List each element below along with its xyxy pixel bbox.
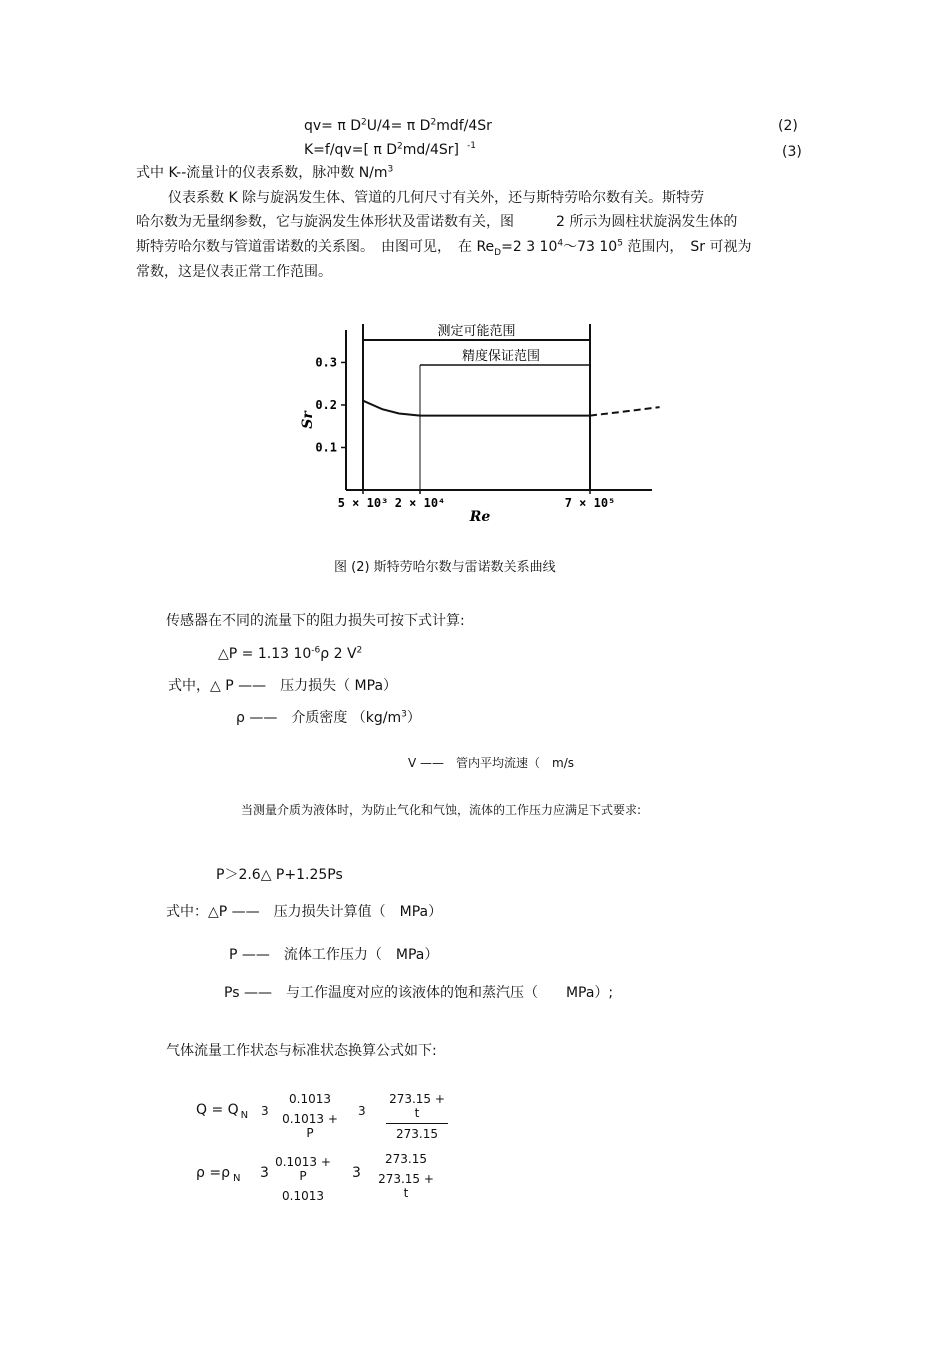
loss-eq-b: ρ 2 V <box>320 646 357 662</box>
range-label: 测定可能范围 <box>437 324 516 339</box>
liquid-requirement: 当测量介质为液体时，为防止气化和气蚀，流体的工作压力应满足下式要求: <box>241 803 642 817</box>
para1-line3-e1: 4 <box>557 238 564 249</box>
sr-curve-extension <box>590 407 660 416</box>
equation-3 <box>304 141 476 159</box>
where-k-exp: 3 <box>387 164 394 175</box>
para1-line3-sub: D <box>494 247 502 258</box>
loss-def-density <box>236 709 421 727</box>
gas-rho-op2: 3 <box>352 1165 361 1181</box>
range-label: 精度保证范围 <box>461 349 541 364</box>
gas-rho-op1: 3 <box>260 1165 269 1181</box>
para1-line3-a: 斯特劳哈尔数与管道雷诺数的关系图。 由图可见， 在 Re <box>136 239 495 255</box>
para1-line1: 仪表系数 K 除与旋涡发生体、管道的几何尺寸有关外，还与斯特劳哈尔数有关。斯特劳 <box>168 190 705 206</box>
para1-line2: 哈尔数为无量纲参数，它与旋涡发生体形状及雷诺数有关，图 2 所示为圆柱状旋涡发生体的 <box>136 214 738 230</box>
gas-q-f2-num: 273.15 + t <box>386 1092 448 1124</box>
loss-def2-exp: 3 <box>401 709 407 720</box>
y-tick-label: 0.3 <box>315 355 337 370</box>
pressure-equation: P＞2.6△ P+1.25Ps <box>216 867 343 883</box>
gas-rho-f2-den: 273.15 + t <box>378 1172 434 1200</box>
gas-q-f2-den: 273.15 <box>396 1127 438 1141</box>
gas-q-op2: 3 <box>358 1104 366 1118</box>
para1-line3-c: ～73 10 <box>563 239 618 255</box>
gas-rho-fraction1 <box>270 1155 336 1203</box>
gas-rho-sub: N <box>232 1172 241 1184</box>
press-def-working: P —— 流体工作压力（ MPa） <box>229 947 439 963</box>
loss-def-pressure: 式中，△ P —— 压力损失（ MPa） <box>168 678 398 694</box>
press-def-vapor: Ps —— 与工作温度对应的该液体的饱和蒸汽压（ MPa）; <box>224 985 614 1001</box>
equation-3-number: (3) <box>782 144 802 160</box>
sr-curve <box>363 401 590 416</box>
y-axis-label: Sr <box>300 411 316 429</box>
gas-q-sub: N <box>240 1109 249 1121</box>
x-tick-label: 7 × 10⁵ <box>564 496 616 510</box>
gas-rho-f2-num: 273.15 <box>385 1152 427 1166</box>
eq2-mid: U/4= π D <box>366 118 431 134</box>
loss-equation <box>218 645 362 663</box>
gas-q-op1: 3 <box>261 1104 269 1118</box>
gas-q-lhs-text: Q = Q <box>196 1102 239 1118</box>
gas-rho-fraction2 <box>374 1152 438 1200</box>
eq3-exp2: -1 <box>467 141 477 152</box>
y-tick-label: 0.2 <box>315 397 337 412</box>
eq2-exp2: 2 <box>430 117 437 128</box>
x-axis-label: Re <box>469 509 491 525</box>
eq3-rhs: md/4Sr] <box>402 142 460 158</box>
loss-def-velocity: V —— 管内平均流速（ m/s <box>408 756 575 770</box>
gas-q-lhs <box>196 1101 248 1119</box>
loss-eq-e2: 2 <box>356 645 363 656</box>
eq2-exp1: 2 <box>361 117 367 128</box>
para1-line3 <box>136 238 751 256</box>
where-k-text: 式中 K--流量计的仪表系数，脉冲数 N/m <box>136 165 388 181</box>
gas-q-f1-den: 0.1013 + P <box>282 1112 338 1140</box>
loss-intro: 传感器在不同的流量下的阻力损失可按下式计算: <box>166 613 465 629</box>
press-def-loss: 式中：△P —— 压力损失计算值（ MPa） <box>166 904 443 920</box>
loss-def2-a: ρ —— 介质密度 （kg/m <box>236 710 402 726</box>
eq2-lhs: qv= π D <box>304 118 362 134</box>
where-k-definition <box>136 164 393 182</box>
para1-line3-e2: 5 <box>617 238 623 249</box>
equation-2-number: (2) <box>778 118 798 134</box>
gas-rho-f1-num: 0.1013 + P <box>275 1155 331 1183</box>
loss-eq-a: △P = 1.13 10 <box>218 646 312 662</box>
y-tick-label: 0.1 <box>315 440 337 455</box>
para1-line3-b: =2 3 10 <box>501 239 558 255</box>
gas-rho-lhs-text: ρ =ρ <box>196 1165 230 1181</box>
gas-q-f1-num: 0.1013 <box>289 1092 331 1106</box>
para1-line3-d: 范围内， Sr 可视为 <box>622 239 752 255</box>
gas-q-fraction1 <box>278 1092 342 1140</box>
loss-eq-e1: -6 <box>311 645 321 656</box>
gas-rho-f1-den: 0.1013 <box>282 1189 324 1203</box>
figure-caption: 图 (2) 斯特劳哈尔数与雷诺数关系曲线 <box>334 560 556 575</box>
loss-def2-b: ） <box>406 710 421 726</box>
x-tick-label: 2 × 10⁴ <box>394 496 446 510</box>
eq3-lhs: K=f/qv=[ π D <box>304 142 398 158</box>
eq3-exp1: 2 <box>397 141 403 152</box>
x-tick-label: 5 × 10³ <box>337 496 389 510</box>
equation-2 <box>304 117 492 135</box>
eq2-rhs: mdf/4Sr <box>436 118 492 134</box>
gas-q-fraction2 <box>386 1092 448 1141</box>
gas-intro: 气体流量工作状态与标准状态换算公式如下: <box>166 1043 437 1059</box>
sr-re-chart <box>290 310 670 535</box>
gas-rho-lhs <box>196 1164 240 1182</box>
para1-line4: 常数，这是仪表正常工作范围。 <box>136 264 332 280</box>
